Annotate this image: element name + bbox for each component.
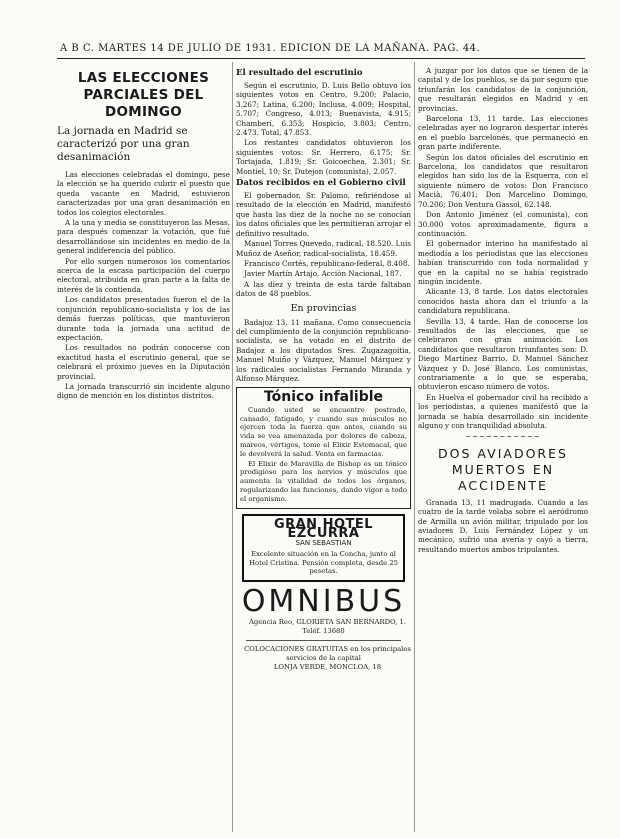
section-heading: En provincias — [290, 302, 357, 314]
paragraph: Sevilla 13, 4 tarde. Han de conocerse los resultados de las elecciones, que se celebraron con gran animación. Los candidatos que resultaron triunfantes son: D. Diego Martínez Barrio, D. Manuel Sánchez Vázquez y D. José Blanco. Los comunistas, contrariamente a lo que se esperaba, obtuvieron escaso número de votos. — [418, 316, 588, 392]
ad-text: Cuando usted se encuentre postrado, cansado, fatigado, y cuando sus músculos no ejercen toda la fuerza que antes, cuando su vida se vea amenazada por dolores de cabeza, mareos, vértigos, tome el Elixir Estomacal, que le devolverá la salud. Venta en farmacias. — [240, 405, 407, 458]
header-rule — [57, 58, 585, 59]
paragraph: En Huelva el gobernador civil ha recibido a los periodistas, a quienes manifestó que la jornada se había desarrollado sin incidente alguno y con tranquilidad absoluta. — [418, 392, 588, 431]
ad-hotel-name: GRAN HOTEL EZCURRA — [273, 516, 374, 541]
paragraph: El gobernador interino ha manifestado al mediodía a los periodistas que las elecciones habían transcurrido con toda normalidad y que en la capital no se había registrado ningún incidente. — [418, 239, 588, 286]
page-header: A B C. MARTES 14 DE JULIO DE 1931. EDICION DE LA MAÑANA. PAG. 44. — [60, 43, 481, 54]
paragraph: La jornada transcurrió sin incidente alguno digno de mención en los distintos distritos. — [57, 381, 230, 401]
paragraph: Badajoz 13, 11 mañana. Como consecuencia del cumplimiento de la conjunción republicano-socialista, se ha votado en el distrito de Badajoz a los diputados Sres. Zugazagoitia, Manuel Muiño y Vázquez, Manuel Márquez y los radicales socialistas Fernando Miranda y Alfonso Márquez. — [236, 317, 411, 383]
advertisement-hotel — [242, 514, 405, 583]
section-heading: El resultado del escrutinio — [236, 68, 363, 78]
section-heading: Datos recibidos en el Gobierno civil — [236, 178, 406, 189]
paragraph: El gobernador, Sr. Palomo, refiriéndose al resultado de la elección en Madrid, manifestó que hasta las diez de la noche no se conocían los datos oficiales que les permitieran arrojar el definitivo resultado. — [236, 191, 411, 238]
paragraph: Alicante 13, 8 tarde. Los datos electorales conocidos hasta ahora dan el triunfo a la candidatura republicana. — [418, 287, 588, 316]
column-2 — [236, 66, 411, 831]
column-3 — [418, 66, 588, 831]
paragraph: Francisco Cortés, republicano-federal, 8.408. — [244, 258, 410, 268]
paragraph: A juzgar por los datos que se tienen de la capital y de los pueblos, se da por seguro que triunfarán los candidatos de la conjunción, que resultarán elegidos en Madrid y en provincias. — [418, 66, 588, 113]
paragraph: Granada 13, 11 madrugada. Cuando a las cuatro de la tarde volaba sobre el aeródromo de Armilla un avión militar, tripulado por los aviadores D. Luis Fernández López y un mecánico, sufrió una avería y cayó a tierra, resultando muertos ambos tripulantes. — [418, 497, 588, 554]
paragraph: Según el escrutinio, D. Luis Bello obtuvo los siguientes votos en Centro, 9.200; Palacio, 3.267; Latina, 6.200; Inclusa, 4.009; Hospital, 5.707; Congreso, 4.013; Buenavista, 4.915; Chamberí, 6.353; Hospicio, 3.803; Centro, 2.473. Total, 47.853. — [236, 81, 411, 138]
paragraph: Los restantes candidatos obtuvieron los siguientes votos: Sr. Herrero, 6.175; Sr. Tortajada, 1.819; Sr. Goicoechea, 2.301; Sr. Montiel, 10; Sr. Dutejon (comunista), 2.057. — [236, 138, 411, 176]
paragraph: A la una y media se constituyeron las Mesas, para después comenzar la votación, que fué desarrollándose sin incidentes en medio de la general indiferencia del público. — [57, 218, 230, 256]
ad-text: El Elixir de Maravilla de Bishop es un tónico prodigioso para los nervios y músculos que aumenta la vitalidad de todos los órganos, regularizando las funciones, dando vigor a todo el organismo. — [240, 459, 407, 503]
advertisement-tonico — [236, 387, 411, 508]
article-title: LAS ELECCIONES PARCIALES DEL DOMINGO — [77, 70, 210, 120]
separator — [246, 640, 401, 641]
article-subtitle: La jornada en Madrid se caracterizó por una gran desanimación — [57, 125, 190, 163]
paragraph: Por ello surgen numerosos los comentarios acerca de la escasa participación del cuerpo electoral, atribuida en gran parte a la falta de interés de la contienda. — [57, 256, 230, 294]
column-divider — [414, 62, 415, 832]
column-1 — [57, 66, 230, 831]
ad-omnibus-line: Agencia Reo, GLORIETA SAN BERNARDO, 1. Teléf. 13680 — [248, 618, 407, 635]
ad-omnibus-line: COLOCACIONES GRATUITAS en los principales servicios de la capital — [244, 644, 411, 662]
paragraph: Las elecciones celebradas el domingo, pese la elección se ha querido cubrir el puesto que queda vacante en Madrid, estuvieron caracterizadas por una gran desanimación en todos los colegios electorales. — [57, 170, 230, 217]
ad-omnibus-line: LONJA VERDE, MONCLOA, 18 — [273, 663, 382, 672]
ad-title: Tónico infalible — [263, 389, 384, 406]
paragraph: A las diez y treinta de esta tarde faltaban datos de 48 pueblos. — [236, 279, 411, 299]
paragraph: Según los datos oficiales del escrutinio en Barcelona, los candidatos que resultaron elegidos han sido los de la Esquerra, con el siguiente número de votos: Don Francisco Macià, 76.401; Don Marcelino Domingo, 70.206; Don Ventura Gassol, 62.148. — [418, 152, 588, 209]
paragraph: Los candidatos presentados fueron el de la conjunción republicano-socialista y los de las demás fuerzas políticas, que mantuvieron durante toda la jornada una actitud de expectación. — [57, 295, 230, 342]
paragraph: Los resultados no podrán conocerse con exactitud hasta el escrutinio general, que se celebrará el próximo jueves en la Diputación provincial. — [57, 343, 230, 381]
article-title: DOS AVIADORES MUERTOS EN ACCIDENTE — [438, 445, 568, 493]
advertisement-omnibus: OMNIBUS — [241, 584, 406, 620]
ad-hotel-city: SAN SEBASTIAN — [295, 539, 352, 548]
paragraph: Barcelona 13, 11 tarde. Las elecciones celebradas ayer no lograron despertar interés en el pueblo barcelonés, que permaneció en gran parte indiferente. — [418, 114, 588, 152]
paragraph: Manuel Torres Quevedo, radical, 18.520. Luis Muñoz de Aseñor, radical-socialista, 18.459. — [236, 239, 411, 258]
paragraph: Don Antonio Jiménez (el comunista), con 30.000 votos aproximadamente, figura a continuación. — [418, 210, 588, 238]
paragraph: Javier Martín Artajo, Acción Nacional, 187. — [244, 269, 402, 279]
ornament-divider: ~~~~~~~~~~~ — [465, 433, 541, 442]
ad-hotel-text: Excelente situación en la Concha, junto al Hotel Cristina. Pensión completa, desde 25 pesetas. — [249, 549, 398, 576]
column-divider — [232, 62, 233, 832]
